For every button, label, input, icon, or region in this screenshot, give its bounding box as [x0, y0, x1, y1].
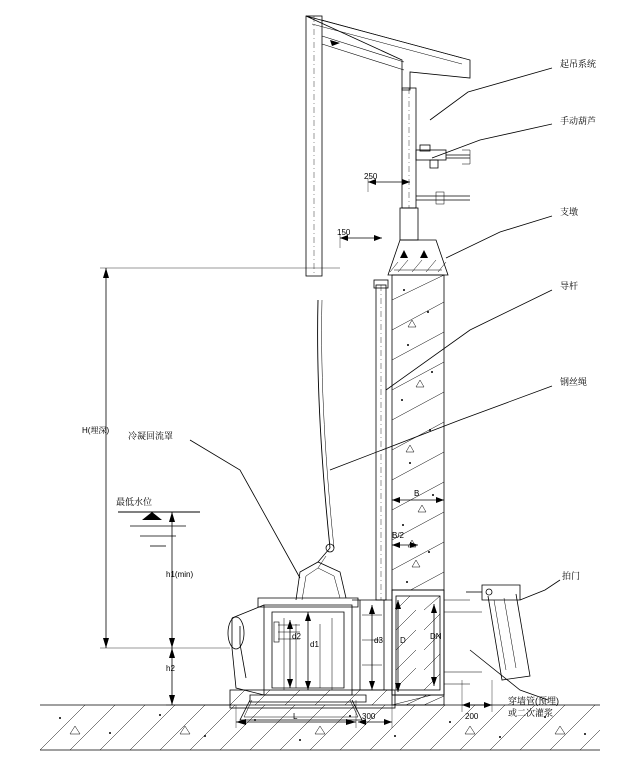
dim-d3: d3 — [374, 636, 383, 645]
dim-200: 200 — [465, 712, 479, 721]
dim-H: H(埋深) — [82, 426, 110, 435]
callout-manual-hoist: 手动葫芦 — [560, 116, 597, 126]
callout-low-water: 最低水位 — [116, 497, 153, 507]
dim-h2: h2 — [166, 664, 175, 673]
callout-support: 支墩 — [560, 207, 579, 217]
dim-D: D — [400, 636, 406, 645]
dim-h1: h1(min) — [166, 570, 194, 579]
dim-150: 150 — [337, 228, 351, 237]
dim-B2: B/2 — [392, 531, 405, 540]
dim-DN: DN — [430, 632, 442, 641]
dim-d1: d1 — [310, 640, 319, 649]
dim-d2: d2 — [292, 632, 301, 641]
callout-hoist-system: 起吊系统 — [560, 59, 597, 69]
callout-flap-gate: 拍门 — [562, 571, 581, 581]
dim-L: L — [293, 712, 298, 721]
dim-B: B — [414, 489, 420, 498]
dim-250: 250 — [364, 172, 378, 181]
callout-guide-rod: 导杆 — [560, 281, 579, 291]
callout-cleaning-cover: 冷凝回流罩 — [128, 431, 174, 441]
callout-steel-rope: 钢丝绳 — [560, 377, 588, 387]
callout-tube-note2: 或二次灌浆 — [508, 708, 554, 718]
callout-tube-note1: 穿墙管(预埋) — [508, 696, 559, 706]
dim-300: 300 — [362, 712, 376, 721]
